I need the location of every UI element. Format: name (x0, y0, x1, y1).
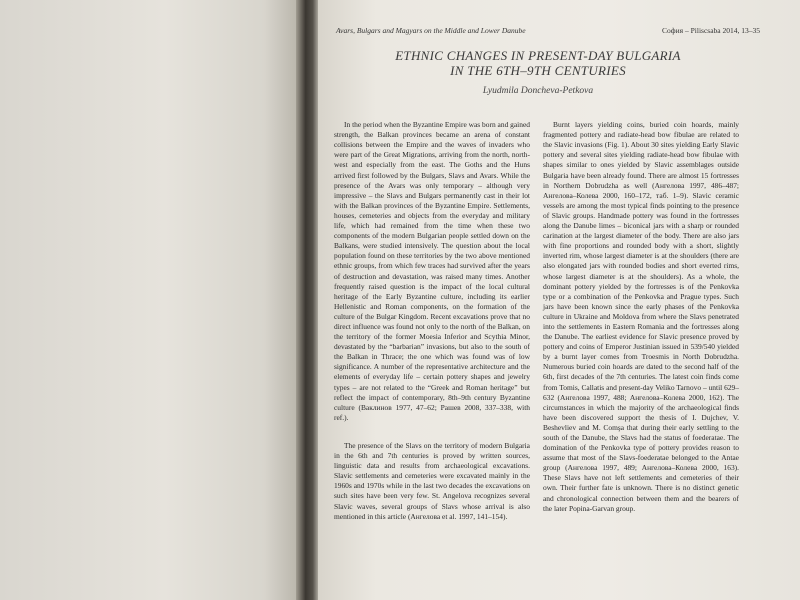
paragraph: Burnt layers yielding coins, buried coin hoards, mainly fragmented pottery and radiate-head bow fibulae are related to the Slavic invasions (Fig. 1). About 30 sites yielding Early Slavic pottery and several sites yielding radiate-head bow fibulae with shapes similar to ones yielded by Slavic assemblages outside Bulgaria have been already found. There are almost 15 fortresses in Northern Dobrudzha as well (Ангелова 1997, 486–487; Ангелова–Колева 2000, 160–172, таб. 1–9). Slavic ceramic vessels are among the most typical finds pointing to the presence of Slavic groups. Handmade pottery was found in the fortresses along the Danube limes – biconical jars with a sharp or rounded carination at the largest diameter of the body. There are also jars with fine proportions and rounded body with a short, slightly inverted rim, whose largest diameter is at the shoulders (there are also elongated jars with rounded bodies and short everted rims, whose largest diameter is at the shoulders). As a whole, the dominant pottery yielded by the fortresses is of the Penkovka type or a combination of the Penkovka and Prague types. Such jars have been known since the early phases of the Penkovka culture in Ukraine and Moldova from where the Slavs penetrated into the settlements in Eastern Romania and the fortresses along the Danube. The earliest evidence for Slavic presence proved by pottery and coins of Emperor Justinian issued in 539/540 yielded by a burnt layer comes from Troesmis in North Dobrudzha. Numerous buried coin hoards are dated to the second half of the 6th, first decades of the 7th centuries. The latest coin finds come from Tomis, Callatis and present-day Veliko Tarnovo – until 629–632 (Ангелова 1997, 488; Ангелова–Колева 2000, 162). The circumstances in which the majority of the archaeological finds have been discovered support the thesis of I. Dujchev, V. Beshevliev and M. Comşa that during their early settling to the south of the Danube, the Slavs had the status of foederatae. The domination of the Penkovka type of pottery provides reason to assume that most of the Slavs-foederatae belonged to the Antae group (Ангелова 1997, 489; Ангелова–Колева 2000, 163). These Slavs have not left settlements and cemeteries of their own. Their further fate is unknown. There is no distinct genetic and chronological connection between them and the bearers of the later Popina-Garvan group. (543, 120, 739, 513)
title-line-2: IN THE 6TH–9TH CENTURIES (450, 63, 626, 78)
text-column-left (334, 110, 530, 532)
book-spine (296, 0, 320, 600)
text-column-right (543, 110, 739, 524)
title-line-1: ETHNIC CHANGES IN PRESENT-DAY BULGARIA (395, 48, 681, 63)
paragraph: In the period when the Byzantine Empire was born and gained strength, the Balkan provinces became an arena of constant collisions between the Empire and the waves of invaders who were part of the Great Migrations, arriving from the north, north-west and especially from the east. The Goths and the Huns arrived first followed by the Bulgars, Slavs and Avars. While the presence of the Avars was only temporary – although very impressive – the Slavs and Bulgars permanently cast in their lot with the Balkan provinces of the Byzantine Empire. Settlements, houses, cemeteries and objects from the everyday and military life, which had remained from the time when these two components of the modern Bulgarian people settled down on the Balkans, were studied intensively. The question about the local population found on these territories by the two above mentioned ethnic groups, from which few traces had survived after the years of destruction and devastation, was raised many times. Another frequently raised question is the impact of the local cultural heritage of the Early Byzantine culture, including its earlier Hellenistic and Roman components, on the formation of the culture of the Bulgar Kingdom. Recent excavations prove that no direct influence was found not only to the north of the Balkan, on the territory of the former Moesia Inferior and Scythia Minor, devastated by the “barbarian” invasions, but also to the south of the Balkan in Thrace; the one which was found was of low significance. A number of the representative architecture and the elements of everyday life – certain pottery shapes and jewelry types – are not related to the “Greek and Roman heritage” but reflect the impact of contemporary, 8th–9th century Byzantine culture (Ваклинов 1977, 47–62; Рашев 2008, 337–338, with ref.). (334, 120, 530, 422)
right-page (318, 0, 800, 600)
header-place-year-pages: София – Piliscsaba 2014, 13–35 (662, 26, 760, 35)
header-series: Avars, Bulgars and Magyars on the Middle and Lower Danube (336, 26, 526, 35)
author-name: Lyudmila Doncheva-Petkova (482, 86, 594, 96)
article-title (318, 48, 758, 78)
paragraph: The presence of the Slavs on the territory of modern Bulgaria in the 6th and 7th centuries is proved by written sources, linguistic data and results from archaeological excavations. Slavic settlements and cemeteries were excavated mainly in the 1960s and 1970s while in the last two decades the excavations on such sites have been very few. St. Angelova recognizes several Slavic waves, several groups of Slavs whose arrival is also mentioned in this article (Ангелова et al. 1997, 141–154). (334, 441, 530, 521)
left-page (0, 0, 300, 600)
